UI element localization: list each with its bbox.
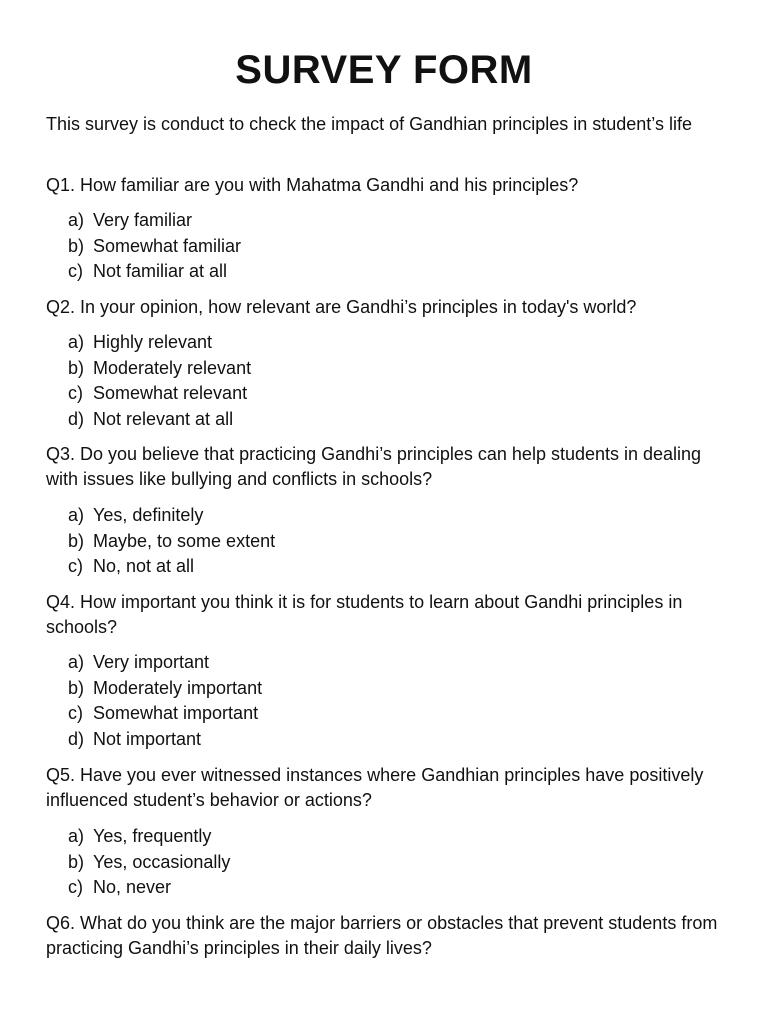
list-item[interactable]: b) Moderately important [68,677,263,698]
list-item[interactable]: a) Yes, definitely [68,505,204,525]
list-item[interactable]: b) Yes, occasionally [68,851,231,872]
list-item[interactable]: a) Yes, frequently [68,826,212,846]
question-4: Q4. How important you think it is for students to learn about Gandhi principles in schools? [46,592,683,637]
question-3: Q3. Do you believe that practicing Gandhi’s principles can help students in dealing with issues like bullying and conflicts in schools? [46,444,702,489]
list-item[interactable]: a) Very important [68,652,210,672]
page-title: SURVEY FORM [235,48,533,92]
list-item[interactable]: c) Somewhat relevant [68,383,248,403]
question-5: Q5. Have you ever witnessed instances where Gandhian principles have positively influenced student’s behavior or actions? [46,765,704,810]
question-1: Q1. How familiar are you with Mahatma Gandhi and his principles? [46,175,579,195]
list-item[interactable]: b) Maybe, to some extent [68,530,276,551]
list-item[interactable]: b) Somewhat familiar [68,235,242,256]
list-item[interactable]: a) Very familiar [68,210,193,230]
question-6: Q6. What do you think are the major barriers or obstacles that prevent students from practicing Gandhi’s principles in their daily lives? [46,913,718,958]
list-item[interactable]: d) Not relevant at all [68,408,234,429]
question-2-options [68,330,251,432]
question-5-options [68,824,230,901]
survey-intro: This survey is conduct to check the impact of Gandhian principles in student’s life [46,114,692,134]
list-item[interactable]: c) Not familiar at all [68,261,228,281]
list-item[interactable]: c) No, not at all [68,556,195,576]
list-item[interactable]: b) Moderately relevant [68,357,252,378]
question-3-options [68,503,275,580]
list-item[interactable]: c) No, never [68,877,172,897]
question-1-options [68,208,241,285]
list-item[interactable]: d) Not important [68,728,202,749]
list-item[interactable]: c) Somewhat important [68,703,259,723]
question-4-options [68,650,262,752]
list-item[interactable]: a) Highly relevant [68,332,213,352]
question-2: Q2. In your opinion, how relevant are Gandhi’s principles in today's world? [46,297,637,317]
